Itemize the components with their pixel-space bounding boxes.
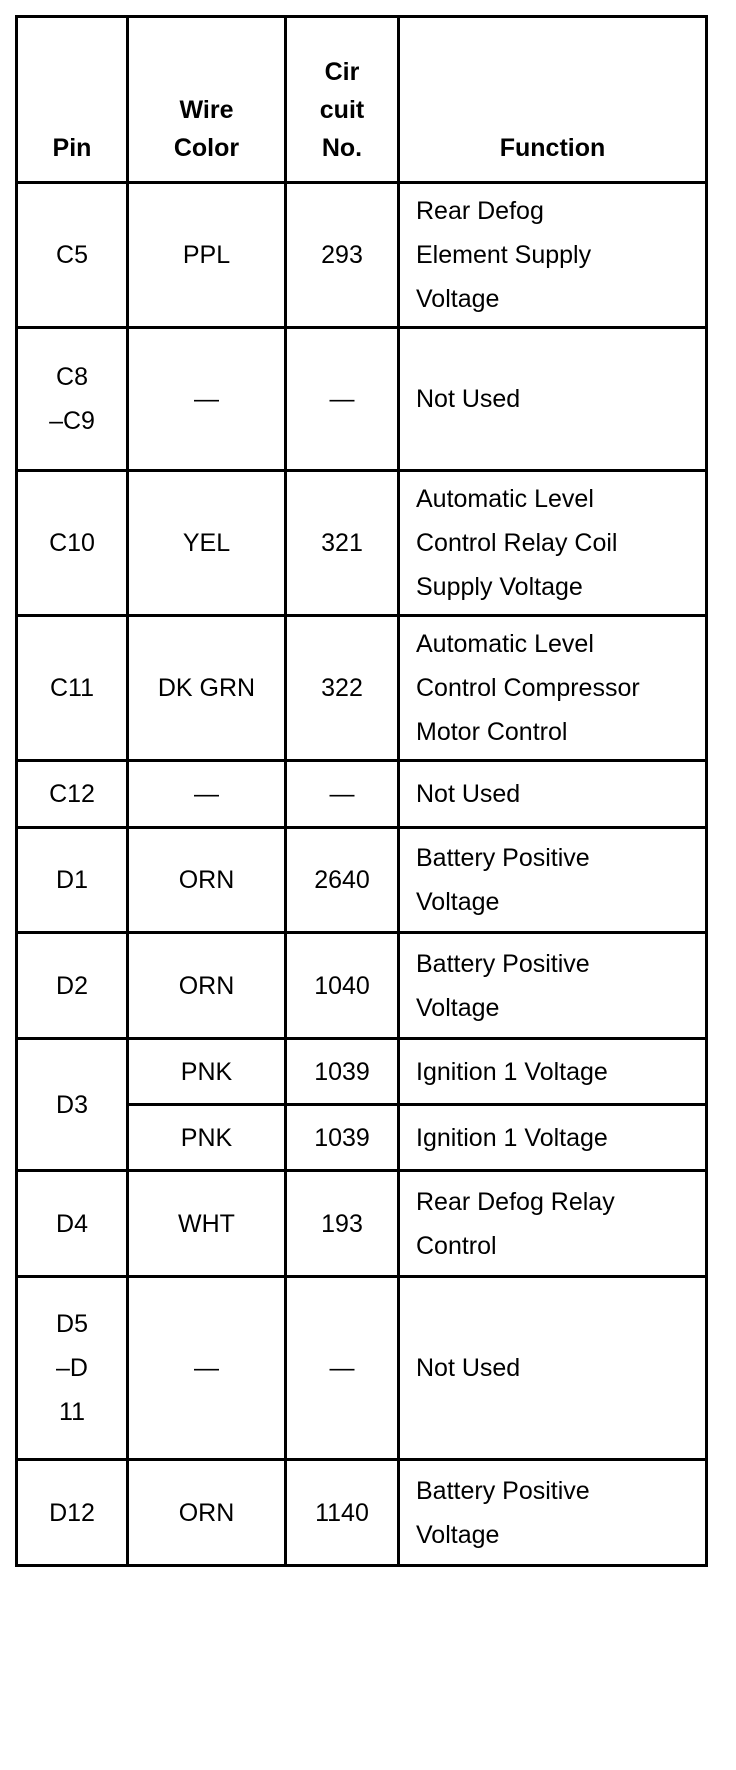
table-row xyxy=(17,1039,707,1105)
pin-cell: C5 xyxy=(17,183,128,328)
wire-color-cell: — xyxy=(128,1277,286,1460)
table-row xyxy=(17,183,707,328)
function-cell: Ignition 1 Voltage xyxy=(399,1105,707,1171)
function-cell: Battery Positive Voltage xyxy=(399,828,707,933)
wire-color-cell: PNK xyxy=(128,1105,286,1171)
table-row xyxy=(17,1460,707,1566)
pin-cell: C11 xyxy=(17,616,128,761)
header-circuit-no: Cir cuit No. xyxy=(286,17,399,183)
wire-color-cell: WHT xyxy=(128,1171,286,1277)
table-row xyxy=(17,761,707,828)
pin-cell: D1 xyxy=(17,828,128,933)
wire-color-cell: ORN xyxy=(128,828,286,933)
function-cell: Not Used xyxy=(399,328,707,471)
connector-pinout-table xyxy=(15,15,708,1567)
table-row xyxy=(17,828,707,933)
function-cell: Automatic Level Control Relay Coil Supply Voltage xyxy=(399,471,707,616)
function-cell: Automatic Level Control Compressor Motor Control xyxy=(399,616,707,761)
circuit-cell: 2640 xyxy=(286,828,399,933)
circuit-cell: 322 xyxy=(286,616,399,761)
circuit-cell: 321 xyxy=(286,471,399,616)
pin-cell: D4 xyxy=(17,1171,128,1277)
table-row xyxy=(17,1171,707,1277)
pin-cell: D12 xyxy=(17,1460,128,1566)
function-cell: Not Used xyxy=(399,761,707,828)
function-cell: Rear Defog Element Supply Voltage xyxy=(399,183,707,328)
pin-cell: D5 –D 11 xyxy=(17,1277,128,1460)
wire-color-cell: DK GRN xyxy=(128,616,286,761)
circuit-cell: — xyxy=(286,328,399,471)
table-row xyxy=(17,471,707,616)
circuit-cell: 1039 xyxy=(286,1105,399,1171)
circuit-cell: 1140 xyxy=(286,1460,399,1566)
header-function: Function xyxy=(399,17,707,183)
header-pin: Pin xyxy=(17,17,128,183)
circuit-cell: — xyxy=(286,1277,399,1460)
pin-cell: C8 –C9 xyxy=(17,328,128,471)
wire-color-cell: ORN xyxy=(128,1460,286,1566)
function-cell: Battery Positive Voltage xyxy=(399,933,707,1039)
circuit-cell: 293 xyxy=(286,183,399,328)
circuit-cell: — xyxy=(286,761,399,828)
table-row xyxy=(17,328,707,471)
function-cell: Rear Defog Relay Control xyxy=(399,1171,707,1277)
pin-cell: C10 xyxy=(17,471,128,616)
wire-color-cell: — xyxy=(128,328,286,471)
pin-cell: C12 xyxy=(17,761,128,828)
wire-color-cell: YEL xyxy=(128,471,286,616)
wire-color-cell: ORN xyxy=(128,933,286,1039)
wire-color-cell: PNK xyxy=(128,1039,286,1105)
wire-color-cell: — xyxy=(128,761,286,828)
pin-cell: D2 xyxy=(17,933,128,1039)
function-cell: Not Used xyxy=(399,1277,707,1460)
circuit-cell: 1040 xyxy=(286,933,399,1039)
function-cell: Ignition 1 Voltage xyxy=(399,1039,707,1105)
table-row xyxy=(17,933,707,1039)
wire-color-cell: PPL xyxy=(128,183,286,328)
header-wire-color: Wire Color xyxy=(128,17,286,183)
table-row xyxy=(17,616,707,761)
pin-cell: D3 xyxy=(17,1039,128,1171)
table-row xyxy=(17,1277,707,1460)
circuit-cell: 193 xyxy=(286,1171,399,1277)
circuit-cell: 1039 xyxy=(286,1039,399,1105)
header-row xyxy=(17,17,707,183)
function-cell: Battery Positive Voltage xyxy=(399,1460,707,1566)
